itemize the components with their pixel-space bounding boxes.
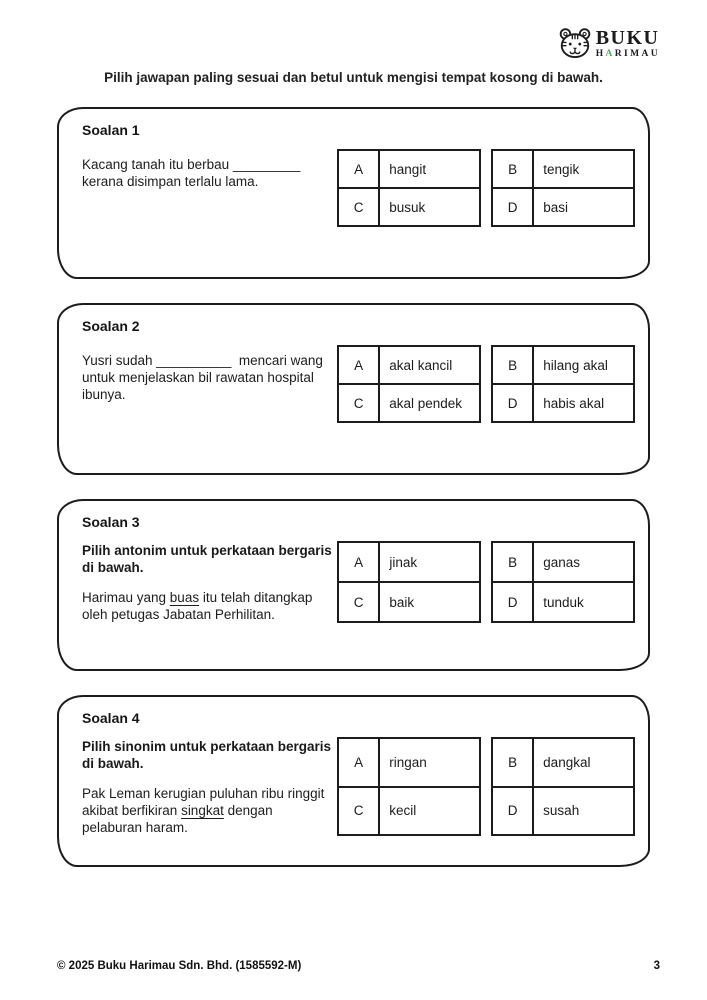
- brand-subtitle: HARIMAU: [595, 48, 660, 59]
- page-footer: [57, 960, 660, 972]
- options-table-left: [337, 737, 481, 836]
- brand-accent-letter: A: [605, 48, 615, 59]
- question-2-title: Soalan 2: [82, 318, 140, 334]
- question-2-options: [337, 345, 635, 423]
- question-3-text: Harimau yang buas itu telah ditangkap oleh petugas Jabatan Perhilitan.: [82, 590, 317, 622]
- options-table-right: [491, 737, 635, 836]
- option-label-b: hilang akal: [533, 346, 634, 384]
- option-label-a: ringan: [379, 738, 480, 787]
- question-4-text: Pak Leman kerugian puluhan ribu ringgit akibat berfikiran singkat dengan pelaburan haram.: [82, 786, 329, 835]
- option-letter-d: D: [492, 582, 533, 622]
- option-label-c: baik: [379, 582, 480, 622]
- options-table-left: [337, 149, 481, 227]
- question-3-title: Soalan 3: [82, 514, 140, 530]
- options-table-left: [337, 541, 481, 623]
- brand-wordmark: [596, 28, 660, 59]
- question-2-text: Yusri sudah __________ mencari wang untuk menjelaskan bil rawatan hospital ibunya.: [82, 353, 327, 402]
- option-letter-d: D: [492, 384, 533, 422]
- option-label-c: kecil: [379, 787, 480, 836]
- option-label-a: akal kancil: [379, 346, 480, 384]
- option-label-b: tengik: [533, 150, 634, 188]
- header: [0, 0, 707, 66]
- brand-logo: [558, 26, 660, 60]
- option-letter-b: B: [492, 150, 533, 188]
- tiger-face-icon: [558, 26, 592, 60]
- option-letter-b: B: [492, 346, 533, 384]
- question-3-instruction: Pilih antonim untuk perkataan bergaris di bawah.: [82, 543, 332, 575]
- option-label-c: akal pendek: [379, 384, 480, 422]
- question-1-title: Soalan 1: [82, 122, 140, 138]
- question-list: [57, 107, 650, 867]
- footer-page-number: 3: [653, 960, 660, 972]
- option-label-a: jinak: [379, 542, 480, 582]
- option-letter-c: C: [338, 384, 379, 422]
- options-table-right: [491, 149, 635, 227]
- option-letter-a: A: [338, 542, 379, 582]
- page-instruction: Pilih jawapan paling sesuai dan betul untuk mengisi tempat kosong di bawah.: [104, 70, 603, 85]
- options-table-right: [491, 541, 635, 623]
- option-label-d: tunduk: [533, 582, 634, 622]
- question-card-1: [57, 107, 650, 279]
- options-table-right: [491, 345, 635, 423]
- question-3-options: [337, 541, 635, 623]
- question-4-instruction: Pilih sinonim untuk perkataan bergaris di bawah.: [82, 739, 332, 771]
- option-letter-a: A: [338, 346, 379, 384]
- question-card-4: [57, 695, 650, 867]
- question-1-options: [337, 149, 635, 227]
- option-letter-c: C: [338, 787, 379, 836]
- option-letter-a: A: [338, 738, 379, 787]
- underlined-word: singkat: [181, 803, 224, 818]
- option-letter-b: B: [492, 542, 533, 582]
- question-4-title: Soalan 4: [82, 710, 140, 726]
- option-label-c: busuk: [379, 188, 480, 226]
- underlined-word: buas: [169, 590, 200, 605]
- option-letter-d: D: [492, 787, 533, 836]
- option-label-b: ganas: [533, 542, 634, 582]
- option-label-a: hangit: [379, 150, 480, 188]
- option-letter-d: D: [492, 188, 533, 226]
- question-4-options: [337, 737, 635, 836]
- option-label-d: basi: [533, 188, 634, 226]
- option-label-d: habis akal: [533, 384, 634, 422]
- question-card-2: [57, 303, 650, 475]
- question-1-text: Kacang tanah itu berbau _________ kerana disimpan terlalu lama.: [82, 157, 305, 189]
- options-table-left: [337, 345, 481, 423]
- option-letter-c: C: [338, 582, 379, 622]
- option-letter-a: A: [338, 150, 379, 188]
- brand-title: BUKU: [595, 26, 660, 49]
- question-card-3: [57, 499, 650, 671]
- option-label-b: dangkal: [533, 738, 634, 787]
- option-letter-c: C: [338, 188, 379, 226]
- footer-copyright: © 2025 Buku Harimau Sdn. Bhd. (1585592-M): [57, 960, 302, 972]
- option-letter-b: B: [492, 738, 533, 787]
- option-label-d: susah: [533, 787, 634, 836]
